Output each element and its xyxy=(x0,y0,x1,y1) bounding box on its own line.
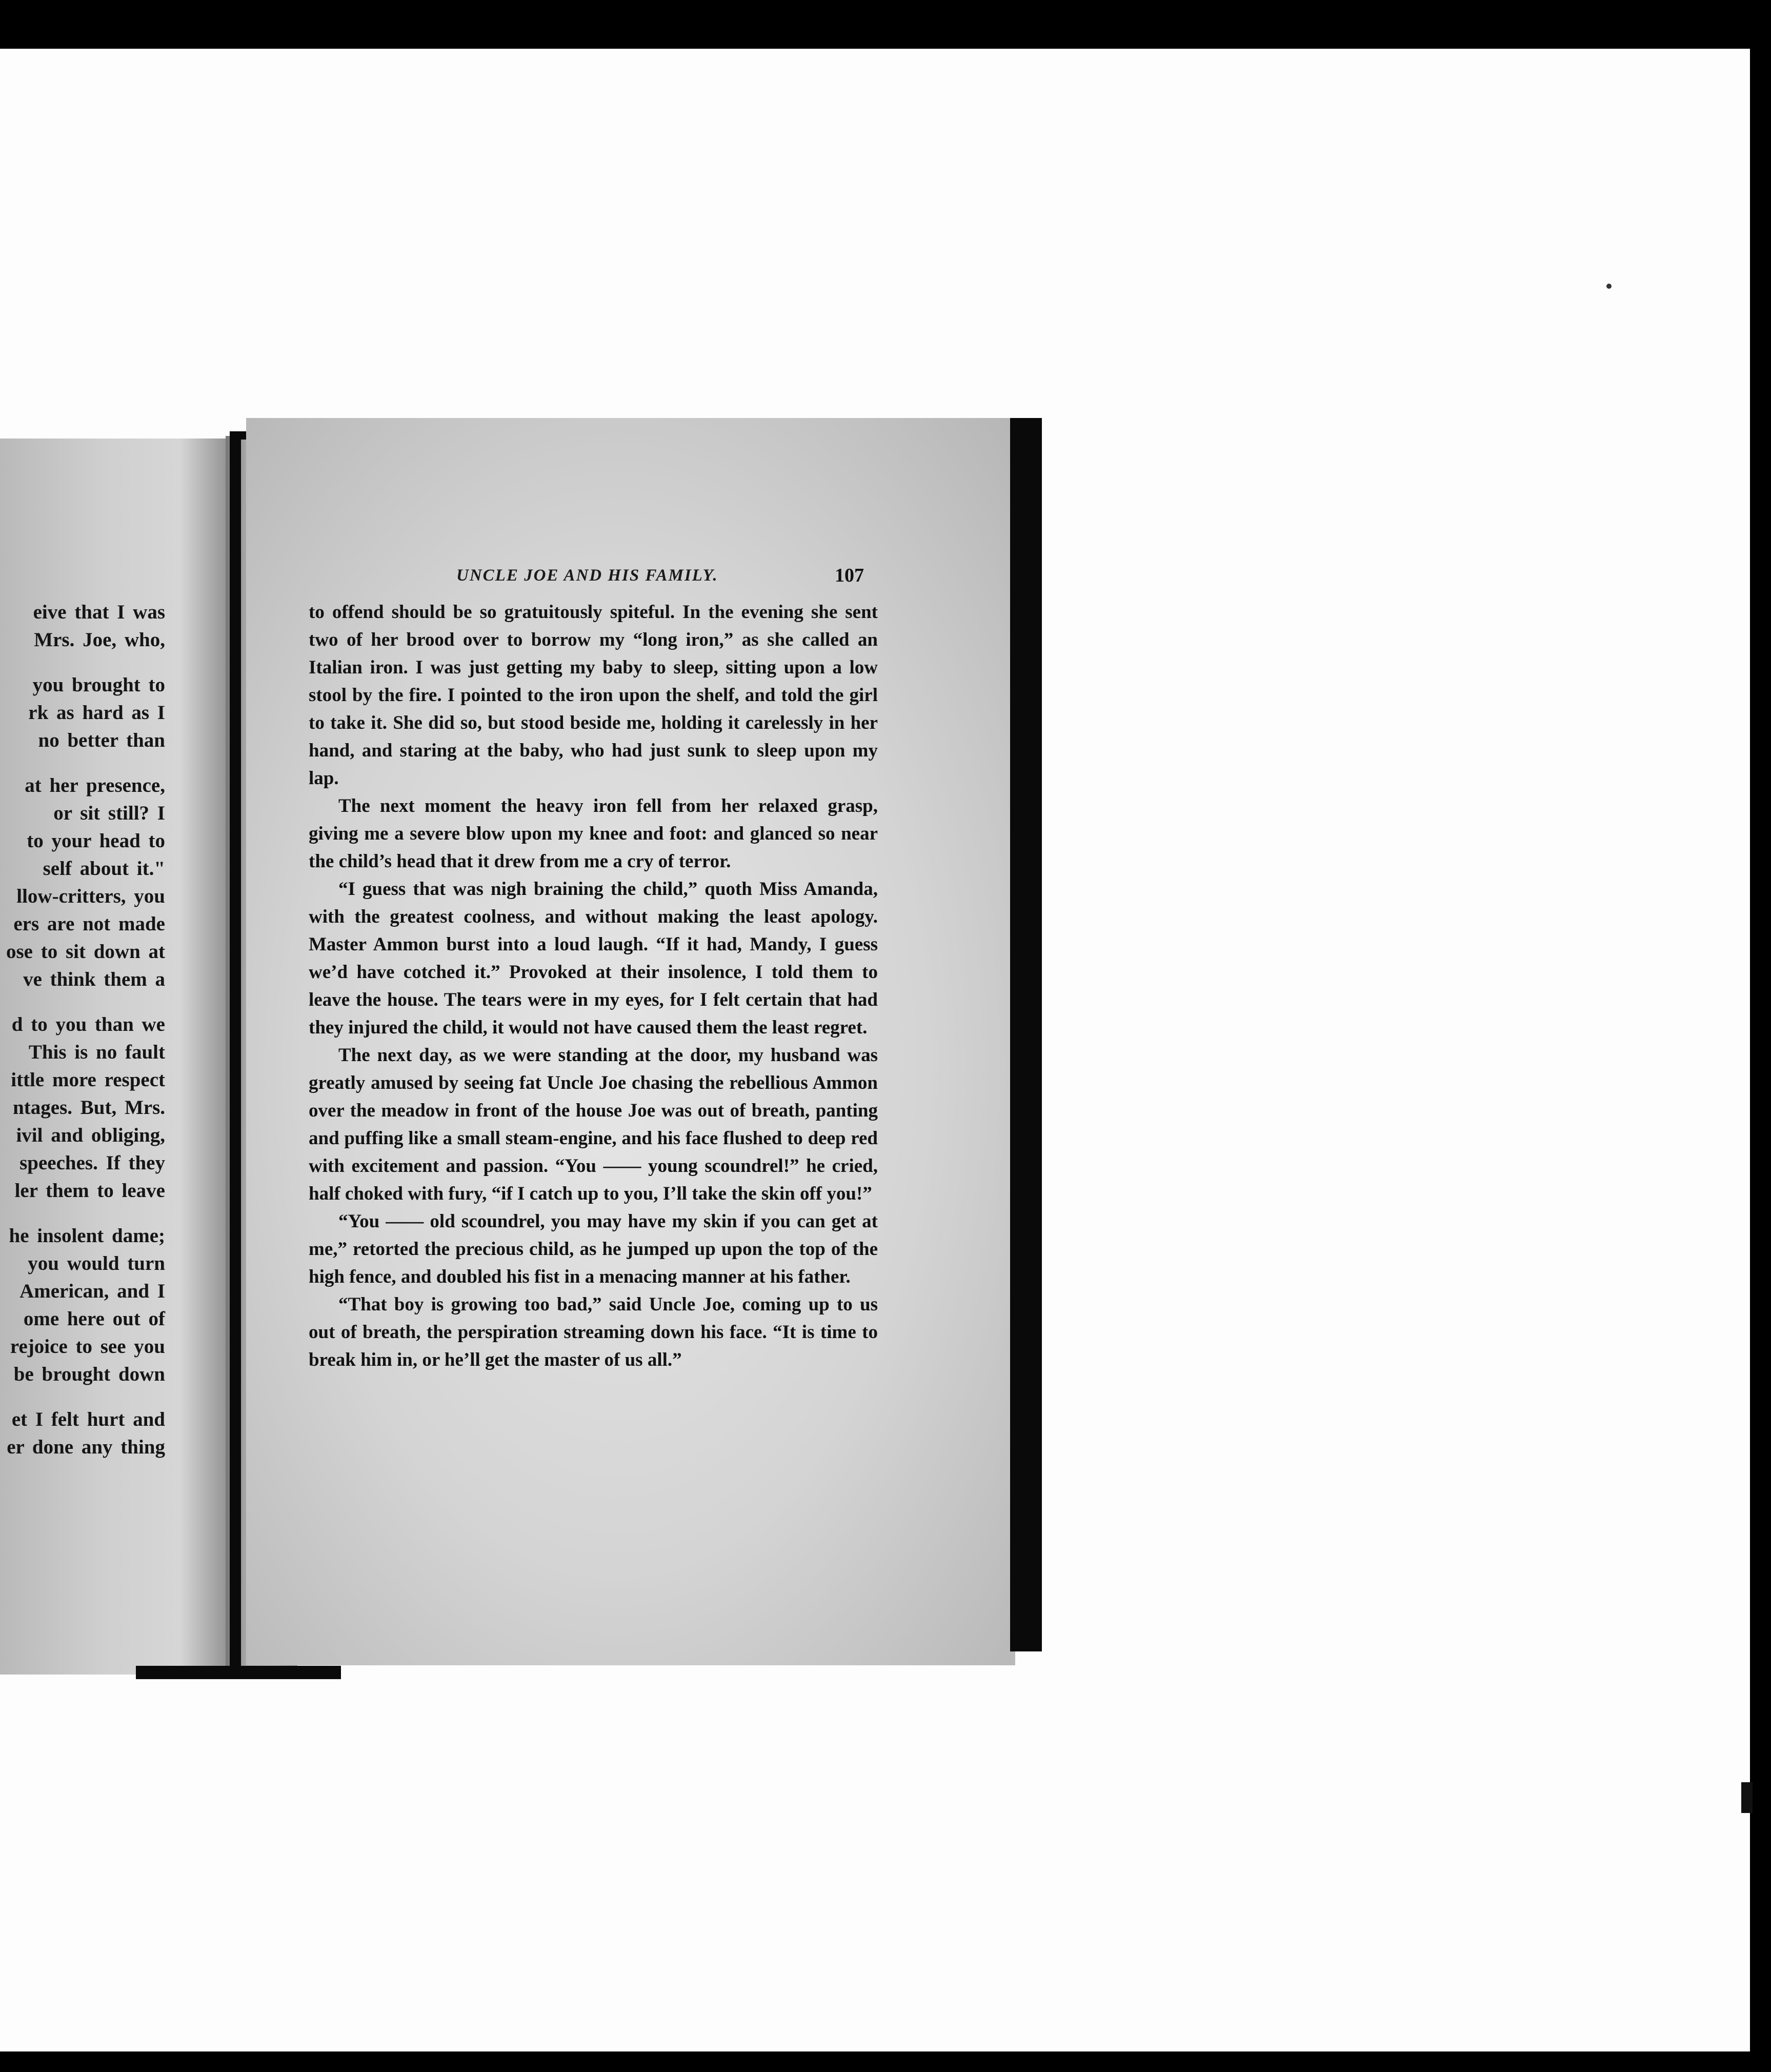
left-page-line: rk as hard as I xyxy=(28,702,165,724)
left-page-line: ivil and obliging, xyxy=(16,1124,165,1146)
line-gap xyxy=(0,754,165,772)
left-page-line: ler them to leave xyxy=(14,1180,165,1202)
left-page-line: ve think them a xyxy=(23,968,165,990)
microfilm-frame xyxy=(0,49,1750,2051)
open-book xyxy=(0,413,1046,1685)
left-page-text xyxy=(0,599,165,1461)
left-page-line: he insolent dame; xyxy=(9,1225,165,1247)
left-page-line: ers are not made xyxy=(13,913,165,935)
left-page-line: you brought to xyxy=(32,674,165,696)
line-gap xyxy=(0,993,165,1011)
paragraph: “You —— old scoundrel, you may have my skin if you can get at me,” retorted the precious child, as he jumped up upon the top of the high fence, and doubled his fist in a menacing manner at his father. xyxy=(309,1211,878,1287)
left-page-line: no better than xyxy=(38,729,165,751)
body-text xyxy=(309,599,878,1374)
dust-speck xyxy=(1606,284,1612,289)
left-page-line: to your head to xyxy=(27,830,165,852)
left-page-line: ome here out of xyxy=(23,1308,165,1330)
left-page-line: self about it." xyxy=(43,858,165,880)
left-page-line: or sit still? I xyxy=(53,802,165,824)
left-page-line: American, and I xyxy=(19,1280,165,1302)
paragraph: to offend should be so gratuitously spiteful. In the evening she sent two of her brood over to borrow my “long iron,” as she called an Italian iron. I was just getting my baby to sleep, sitting upon a low stool by the fire. I pointed to the iron upon the shelf, and told the girl to take it. She did so, but stood beside me, holding it carelessly in her hand, and staring at the baby, who had just sunk to sleep upon my lap. xyxy=(309,602,878,789)
line-gap xyxy=(0,1205,165,1222)
left-page-line: ittle more respect xyxy=(11,1069,165,1091)
left-page-line: ose to sit down at xyxy=(6,941,165,963)
paragraph: The next day, as we were standing at the door, my husband was greatly amused by seeing fat Uncle Joe chasing the rebellious Ammon over the meadow in front of the house Joe was out of breath, panting and puffing like a small steam-engine, and his face flushed to deep red with excitement and passion. “You —— young scoundrel!” he cried, half choked with fury, “if I catch up to you, I’ll take the skin off you!” xyxy=(309,1045,878,1204)
paragraph: The next moment the heavy iron fell from her relaxed grasp, giving me a severe blow upon my knee and foot: and glanced so near the child’s head that it drew from me a cry of terror. xyxy=(309,795,878,872)
bottom-edge-shadow xyxy=(136,1666,341,1679)
page-number: 107 xyxy=(835,565,864,586)
left-page-line: d to you than we xyxy=(11,1013,165,1035)
paragraph: “That boy is growing too bad,” said Uncle Joe, coming up to us out of breath, the perspiration streaming down his face. “It is time to break him in, or he’ll get the master of us all.” xyxy=(309,1294,878,1370)
left-page-line: llow-critters, you xyxy=(16,885,165,907)
right-page-edge-shadow xyxy=(1010,418,1042,1651)
left-page-line: be brought down xyxy=(13,1363,165,1385)
film-edge-notch xyxy=(1741,1782,1753,1813)
left-page-line: at her presence, xyxy=(25,774,165,796)
line-gap xyxy=(0,1388,165,1406)
left-page-line: rejoice to see you xyxy=(10,1336,165,1358)
left-page-line: you would turn xyxy=(28,1252,165,1274)
running-head: UNCLE JOE AND HIS FAMILY. xyxy=(456,566,718,585)
line-gap xyxy=(0,654,165,671)
paragraph: “I guess that was nigh braining the child,” quoth Miss Amanda, with the greatest coolness, and without making the least apology. Master Ammon burst into a loud laugh. “If it had, Mandy, I guess we’d have cotched it.” Provoked at their insolence, I told them to leave the house. The tears were in my eyes, for I felt certain that had they injured the child, it would not have caused them the least regret. xyxy=(309,879,878,1038)
left-page-line: speeches. If they xyxy=(19,1152,165,1174)
left-page-line: Mrs. Joe, who, xyxy=(34,629,165,651)
left-page xyxy=(0,439,231,1675)
left-page-line: ntages. But, Mrs. xyxy=(13,1097,165,1119)
left-page-line: et I felt hurt and xyxy=(11,1408,165,1430)
right-page xyxy=(246,418,1015,1665)
left-page-line: eive that I was xyxy=(33,601,165,623)
spine-shadow xyxy=(230,433,241,1675)
left-page-line: This is no fault xyxy=(28,1041,165,1063)
left-page-line: er done any thing xyxy=(7,1436,165,1458)
page-header xyxy=(246,560,1015,591)
